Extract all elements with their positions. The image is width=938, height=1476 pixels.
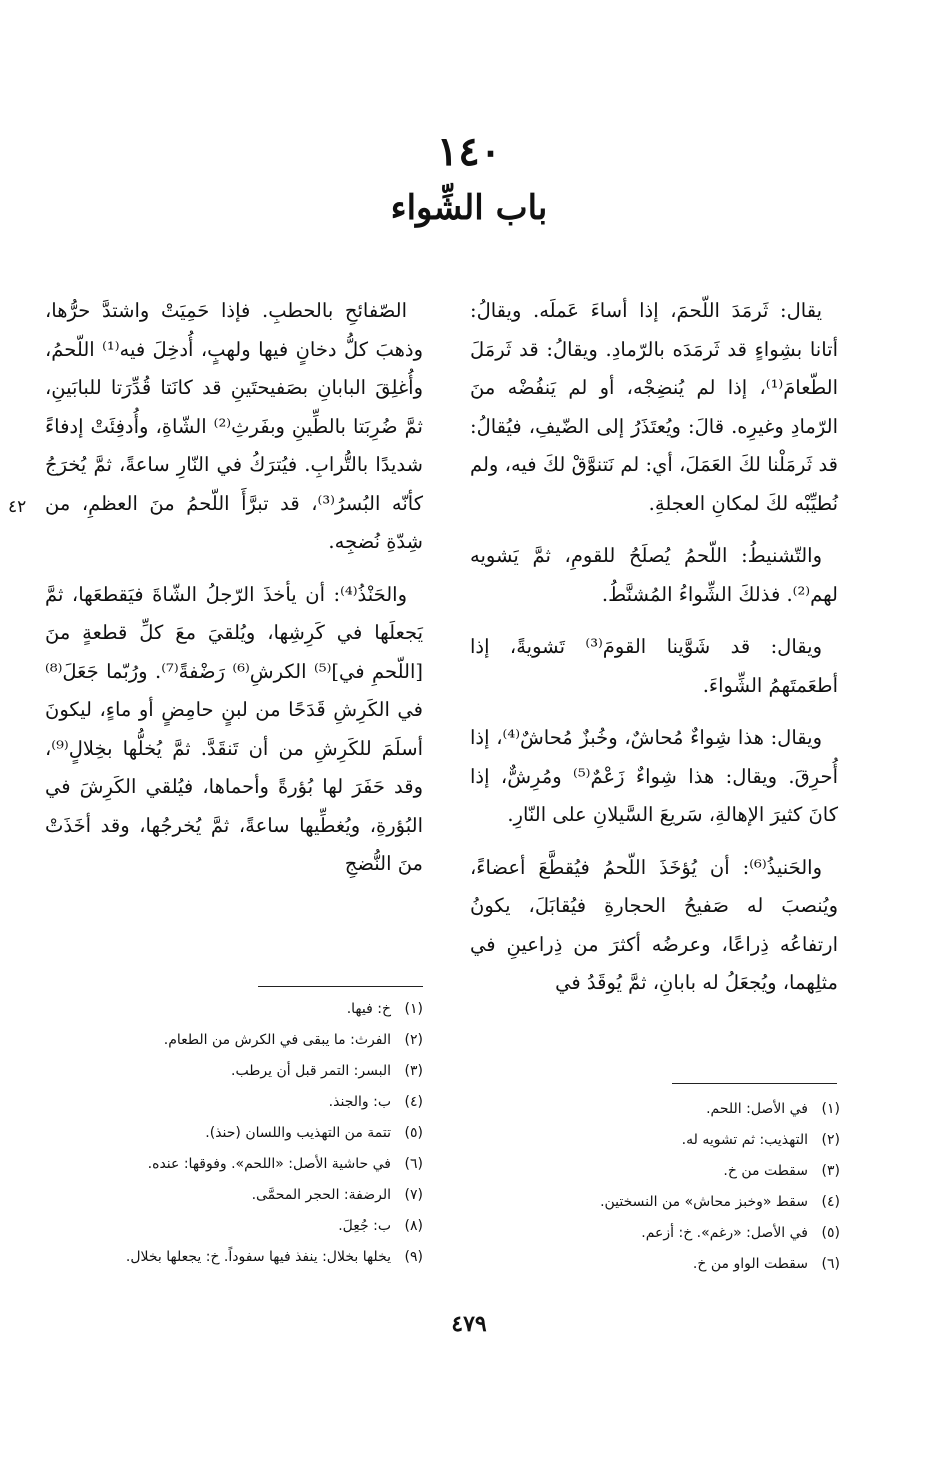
footnote <box>470 1125 840 1156</box>
footnote-number: (٨) <box>404 1218 423 1234</box>
footnote <box>470 1218 840 1249</box>
footnote-number: (١) <box>404 1001 423 1017</box>
footnote-number: (٢) <box>821 1132 840 1148</box>
right-text-column <box>470 292 838 1017</box>
paragraph: ويقال: هذا شِواءٌ مُحاشٌ، وخُبزٌ مُحاشٌ⁽⁴⁾، إذا أُحرِقَ. ويقال: هذا شِواءٌ زَعْمٌ⁽⁵⁾ ومُرِشٌّ، إذا كانَ كثيرَ الإهالةِ، سَريعَ السَّيلانِ على النّارِ. <box>470 726 838 826</box>
footnote-text: في الأصل: «رغم». خ: أزعم. <box>641 1225 808 1241</box>
footnote <box>30 1149 423 1180</box>
paragraph: ويقال: قد شَوَّينا القومَ⁽³⁾ تَشويةً، إذا أطعَمتَهمُ الشِّواءَ. <box>470 635 838 697</box>
footnote-number: (٣) <box>821 1163 840 1179</box>
footnote-text: خ: فيها. <box>346 1001 391 1017</box>
footnote-divider <box>258 986 423 987</box>
footnote-text: ب: جُعِلَ. <box>338 1218 391 1234</box>
footnote <box>470 1094 840 1125</box>
paragraph: يقال: ثَرمَدَ اللّحمَ، إذا أساءَ عَملَه. ويقالُ: أتانا بشِواءٍ قد ثَرمَدَه بالرّمادِ. ويقالُ: قد ثَرمَلَ الطّعامَ⁽¹⁾، إذا لم يُنضِجْه، أو لم يَنفُضْه منَ الرّمادِ وغيرِه. قالَ: ويُعتَذَرُ إلى الضّيفِ، فيُقالُ: قد ثَرمَلْنا لكَ العَمَلَ، أي: لم نَتنوَّقْ لكَ فيه، ولم نُطيِّبْه لكَ لمكانِ العجلةِ. <box>470 299 838 515</box>
footnote-text: التهذيب: ثم تشويه له. <box>681 1132 808 1148</box>
footnote-number: (٤) <box>404 1094 423 1110</box>
footnote <box>30 1056 423 1087</box>
footnote-text: تتمة من التهذيب واللسان (حنذ). <box>205 1125 391 1141</box>
footnote-number: (٤) <box>821 1194 840 1210</box>
margin-note: ٤٢ <box>8 497 27 517</box>
footnote-number: (٣) <box>404 1063 423 1079</box>
footnote <box>30 1025 423 1056</box>
footnote-number: (٥) <box>404 1125 423 1141</box>
footnote <box>30 1180 423 1211</box>
footnote-text: البسر: التمر قبل أن يرطب. <box>231 1063 391 1079</box>
chapter-title: باب الشِّواء <box>390 188 548 228</box>
paragraph: والحَنْذُ⁽⁴⁾: أن يأخذَ الرّجلُ الشّاةَ فيَقطعَها، ثمَّ يَجعلَها في كَرِشِها، ويُلقيَ معَ كلِّ قطعةٍ منَ [اللّحمِ في]⁽⁵⁾ الكرشِ⁽⁶⁾ رَضْفةً⁽⁷⁾. ورُبّما جَعَلَ⁽⁸⁾ في الكَرِشِ قَدَحًا من لبنٍ حامِضٍ أو ماءٍ، ليكونَ أسلَمَ للكَرِشِ من أن تَنقَدَّ. ثمَّ يُخلُّها بخِلالٍ⁽⁹⁾، وقد حَفَرَ لها بُؤرةً وأحماها، فيُلقي الكَرِشَ في البُؤرةِ، ويُغطِّيها ساعةً، ثمَّ يُخرجُها، وقد أخَذَتْ منَ النُّضجِ <box>45 582 423 875</box>
footnote-number: (٧) <box>404 1187 423 1203</box>
footnotes-left <box>30 994 423 1273</box>
footnote <box>30 1118 423 1149</box>
footnote-number: (٦) <box>404 1156 423 1172</box>
footnotes-right <box>470 1094 840 1280</box>
paragraph: والحَنيذُ⁽⁶⁾: أن يُؤخَذَ اللّحمُ فيُقطَّعَ أعضاءً، ويُنصبَ له صَفيحُ الحجارةِ فيُقابَلَ، يكونُ ارتفاعُه ذِراعًا، وعرضُه أكثرَ من ذِراعينِ في مثلِهما، ويُجعَلُ له بابانِ، ثمَّ يُوقَدُ في <box>470 855 838 994</box>
paragraph: والتّشنيطُ: اللّحمُ يُصلَحُ للقومِ، ثمَّ يَشويه لهم⁽²⁾. فذلكَ الشِّواءُ المُشنَّطُ. <box>470 544 838 606</box>
chapter-number: ١٤٠ <box>436 128 502 175</box>
footnote <box>30 994 423 1025</box>
footnote-text: سقطت من خ. <box>723 1163 808 1179</box>
footnote-divider <box>672 1083 837 1084</box>
footnote-text: سقط «وخبز محاش» من النسختين. <box>600 1194 808 1210</box>
paragraph: الصّفائحِ بالحطبِ. فإذا حَمِيَتْ واشتدَّ حرُّها، وذهبَ كلُّ دخانٍ فيها ولهبٍ، أُدخِلَ فيه⁽¹⁾ اللّحمُ، وأُغلِقَ البابانِ بصَفيحتَينِ قد كانَتا قُدِّرَتا للبابَينِ، ثمَّ ضُرِبَتا بالطِّينِ وبفَرثِ⁽²⁾ الشّاةِ، وأُدفِئَتْ إدفاءً شديدًا بالتُّرابِ. فيُترَكُ في النّارِ ساعةً، ثمَّ يُخرَجُ كأنّه البُسرُ⁽³⁾، قد تبرَّأَ اللّحمُ منَ العظمِ، من شِدّةِ نُضجِه. <box>45 299 424 553</box>
footnote-number: (٥) <box>821 1225 840 1241</box>
footnote-number: (٢) <box>404 1032 423 1048</box>
footnote <box>30 1087 423 1118</box>
footnote-text: يخلها بخلال: ينفذ فيها سفوداً. خ: يجعلها بخلال. <box>125 1249 391 1265</box>
footnote-number: (٩) <box>404 1249 423 1265</box>
footnote-text: سقطت الواو من خ. <box>692 1256 808 1272</box>
footnote-number: (٦) <box>821 1256 840 1272</box>
footnote <box>30 1211 423 1242</box>
footnote <box>470 1156 840 1187</box>
footnote-text: في حاشية الأصل: «اللحم». وفوقها: عنده. <box>147 1156 391 1172</box>
footnote-text: الفرث: ما يبقى في الكرش من الطعام. <box>163 1032 391 1048</box>
footnote <box>470 1187 840 1218</box>
footnote-text: الرضفة: الحجر المحمَّى. <box>251 1187 391 1203</box>
footnote-text: في الأصل: اللحم. <box>706 1101 808 1117</box>
footnote <box>30 1242 423 1273</box>
footnote <box>470 1249 840 1280</box>
page-number: ٤٧٩ <box>451 1311 487 1337</box>
left-text-column <box>45 292 423 898</box>
footnote-number: (١) <box>821 1101 840 1117</box>
footnote-text: ب: والجنذ. <box>328 1094 391 1110</box>
